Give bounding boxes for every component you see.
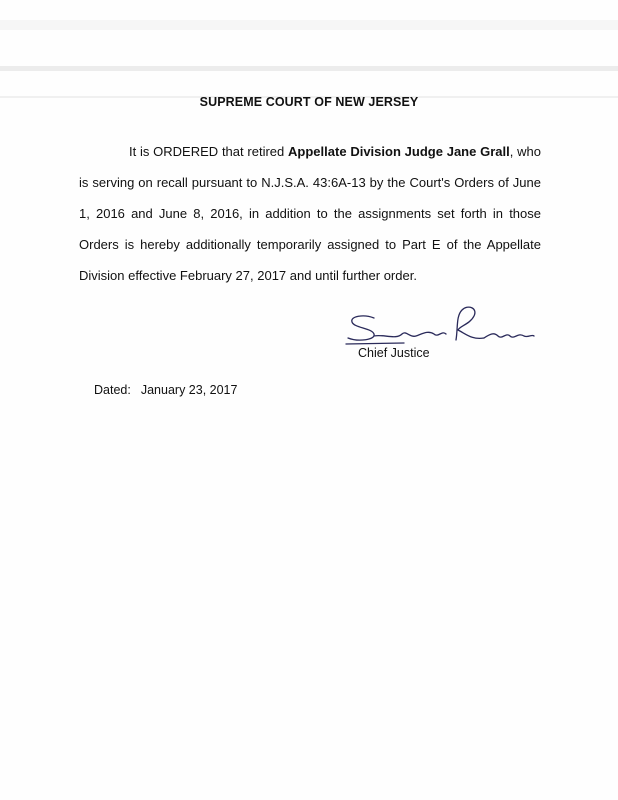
court-heading: SUPREME COURT OF NEW JERSEY: [199, 95, 419, 109]
order-lead: It is ORDERED that retired: [129, 144, 289, 159]
signature-stroke: [374, 332, 446, 336]
order-continuation: , who is serving on recall pursuant to N.J.S.A. 43:6A-13 by the Court's Orders of June 1, 2016 and June 8, 2016, in addition to the assignments set forth in those Orders is hereby additionally temporarily assigned to Part E of the Appellate Division effective February 27, 2017 and until further order.: [79, 144, 541, 283]
dated-value: January 23, 2017: [140, 383, 238, 397]
signature-stroke: [346, 343, 404, 344]
signature-stroke: [456, 307, 484, 340]
signature-stroke: [348, 316, 374, 340]
signer-title: Chief Justice: [358, 346, 430, 360]
judge-name: Appellate Division Judge Jane Grall: [288, 144, 510, 159]
dated-line: [94, 383, 237, 397]
scan-artifact: [0, 20, 618, 30]
signature-image: [344, 300, 544, 352]
dated-label: Dated:: [94, 383, 131, 397]
signature-stroke: [484, 334, 534, 338]
scan-artifact: [0, 66, 618, 71]
order-body: [79, 136, 541, 291]
